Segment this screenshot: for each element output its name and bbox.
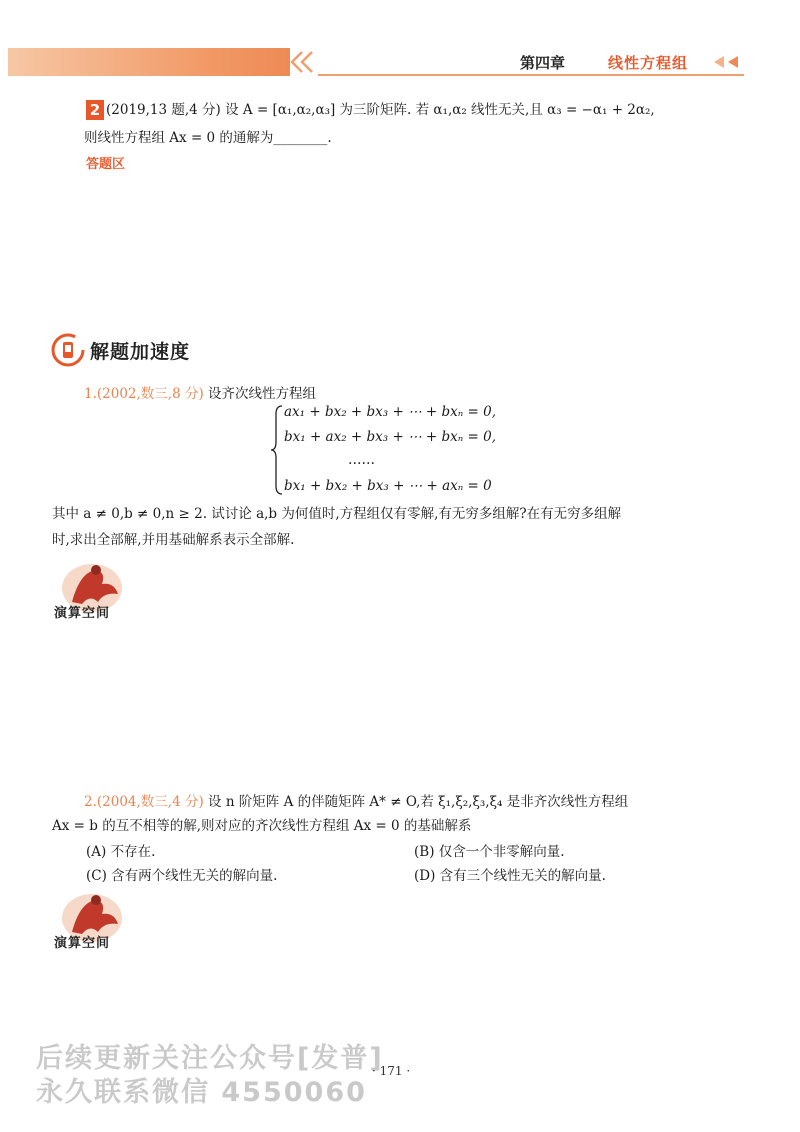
header-band bbox=[8, 48, 290, 76]
problem-2-text-line2: Ax = b 的互不相等的解,则对应的齐次线性方程组 Ax = 0 的基础解系 bbox=[52, 818, 472, 834]
chapter-title: 线性方程组 bbox=[608, 54, 689, 72]
choice-d: (D) 含有三个线性无关的解向量. bbox=[414, 868, 606, 884]
page-number: · 171 · bbox=[372, 1064, 411, 1078]
chapter-label: 第四章 bbox=[520, 54, 566, 72]
problem-number-badge: 2 bbox=[86, 100, 104, 120]
problem-1-intro: 设齐次线性方程组 bbox=[208, 386, 317, 402]
problem-1-text-line1: 其中 a ≠ 0,b ≠ 0,n ≥ 2. 试讨论 a,b 为何值时,方程组仅有零解,有无穷多组解?在有无穷多组解 bbox=[52, 506, 622, 522]
problem-2-text-line1: 设 n 阶矩阵 A 的伴随矩阵 A* ≠ O,若 ξ₁,ξ₂,ξ₃,ξ₄ 是非齐次线性方程组 bbox=[208, 794, 629, 810]
equation-row: bx₁ + bx₂ + bx₃ + ⋯ + axₙ = 0 bbox=[284, 478, 492, 494]
equation-row: ax₁ + bx₂ + bx₃ + ⋯ + bxₙ = 0, bbox=[284, 404, 496, 420]
answer-zone-label: 答题区 bbox=[86, 157, 126, 172]
problem-1-header bbox=[84, 384, 316, 404]
problem-1-text-line2: 时,求出全部解,并用基础解系表示全部解. bbox=[52, 532, 295, 548]
equation-ellipsis: …… bbox=[348, 452, 375, 468]
double-chevron-left-icon bbox=[288, 50, 318, 74]
section-title: 解题加速度 bbox=[90, 341, 191, 363]
problem-2-header bbox=[84, 792, 628, 812]
problem-2-source: 2.(2004,数三,4 分) bbox=[84, 794, 204, 810]
speedometer-icon bbox=[50, 332, 86, 368]
equation-row: bx₁ + ax₂ + bx₃ + ⋯ + bxₙ = 0, bbox=[284, 429, 496, 445]
triangle-left-icon bbox=[712, 55, 742, 69]
watermark-line2: 永久联系微信 4550060 bbox=[36, 1077, 367, 1108]
watermark-line1: 后续更新关注公众号[发普] bbox=[36, 1043, 384, 1074]
choice-c: (C) 含有两个线性无关的解向量. bbox=[86, 868, 278, 884]
choice-a: (A) 不存在. bbox=[86, 844, 156, 860]
problem-2019-text-line1: (2019,13 题,4 分) 设 A = [α₁,α₂,α₃] 为三阶矩阵. 若 α₁,α₂ 线性无关,且 α₃ = −α₁ + 2α₂, bbox=[106, 102, 655, 118]
problem-1-source: 1.(2002,数三,8 分) bbox=[84, 386, 204, 402]
choice-b: (B) 仅含一个非零解向量. bbox=[414, 844, 565, 860]
problem-2019-text-line2: 则线性方程组 Ax = 0 的通解为________. bbox=[84, 130, 332, 146]
equation-system bbox=[270, 404, 570, 496]
header-rule bbox=[318, 74, 744, 76]
workspace-label: 演算空间 bbox=[54, 606, 111, 621]
workspace-label: 演算空间 bbox=[54, 936, 111, 951]
left-brace-icon bbox=[270, 404, 284, 496]
